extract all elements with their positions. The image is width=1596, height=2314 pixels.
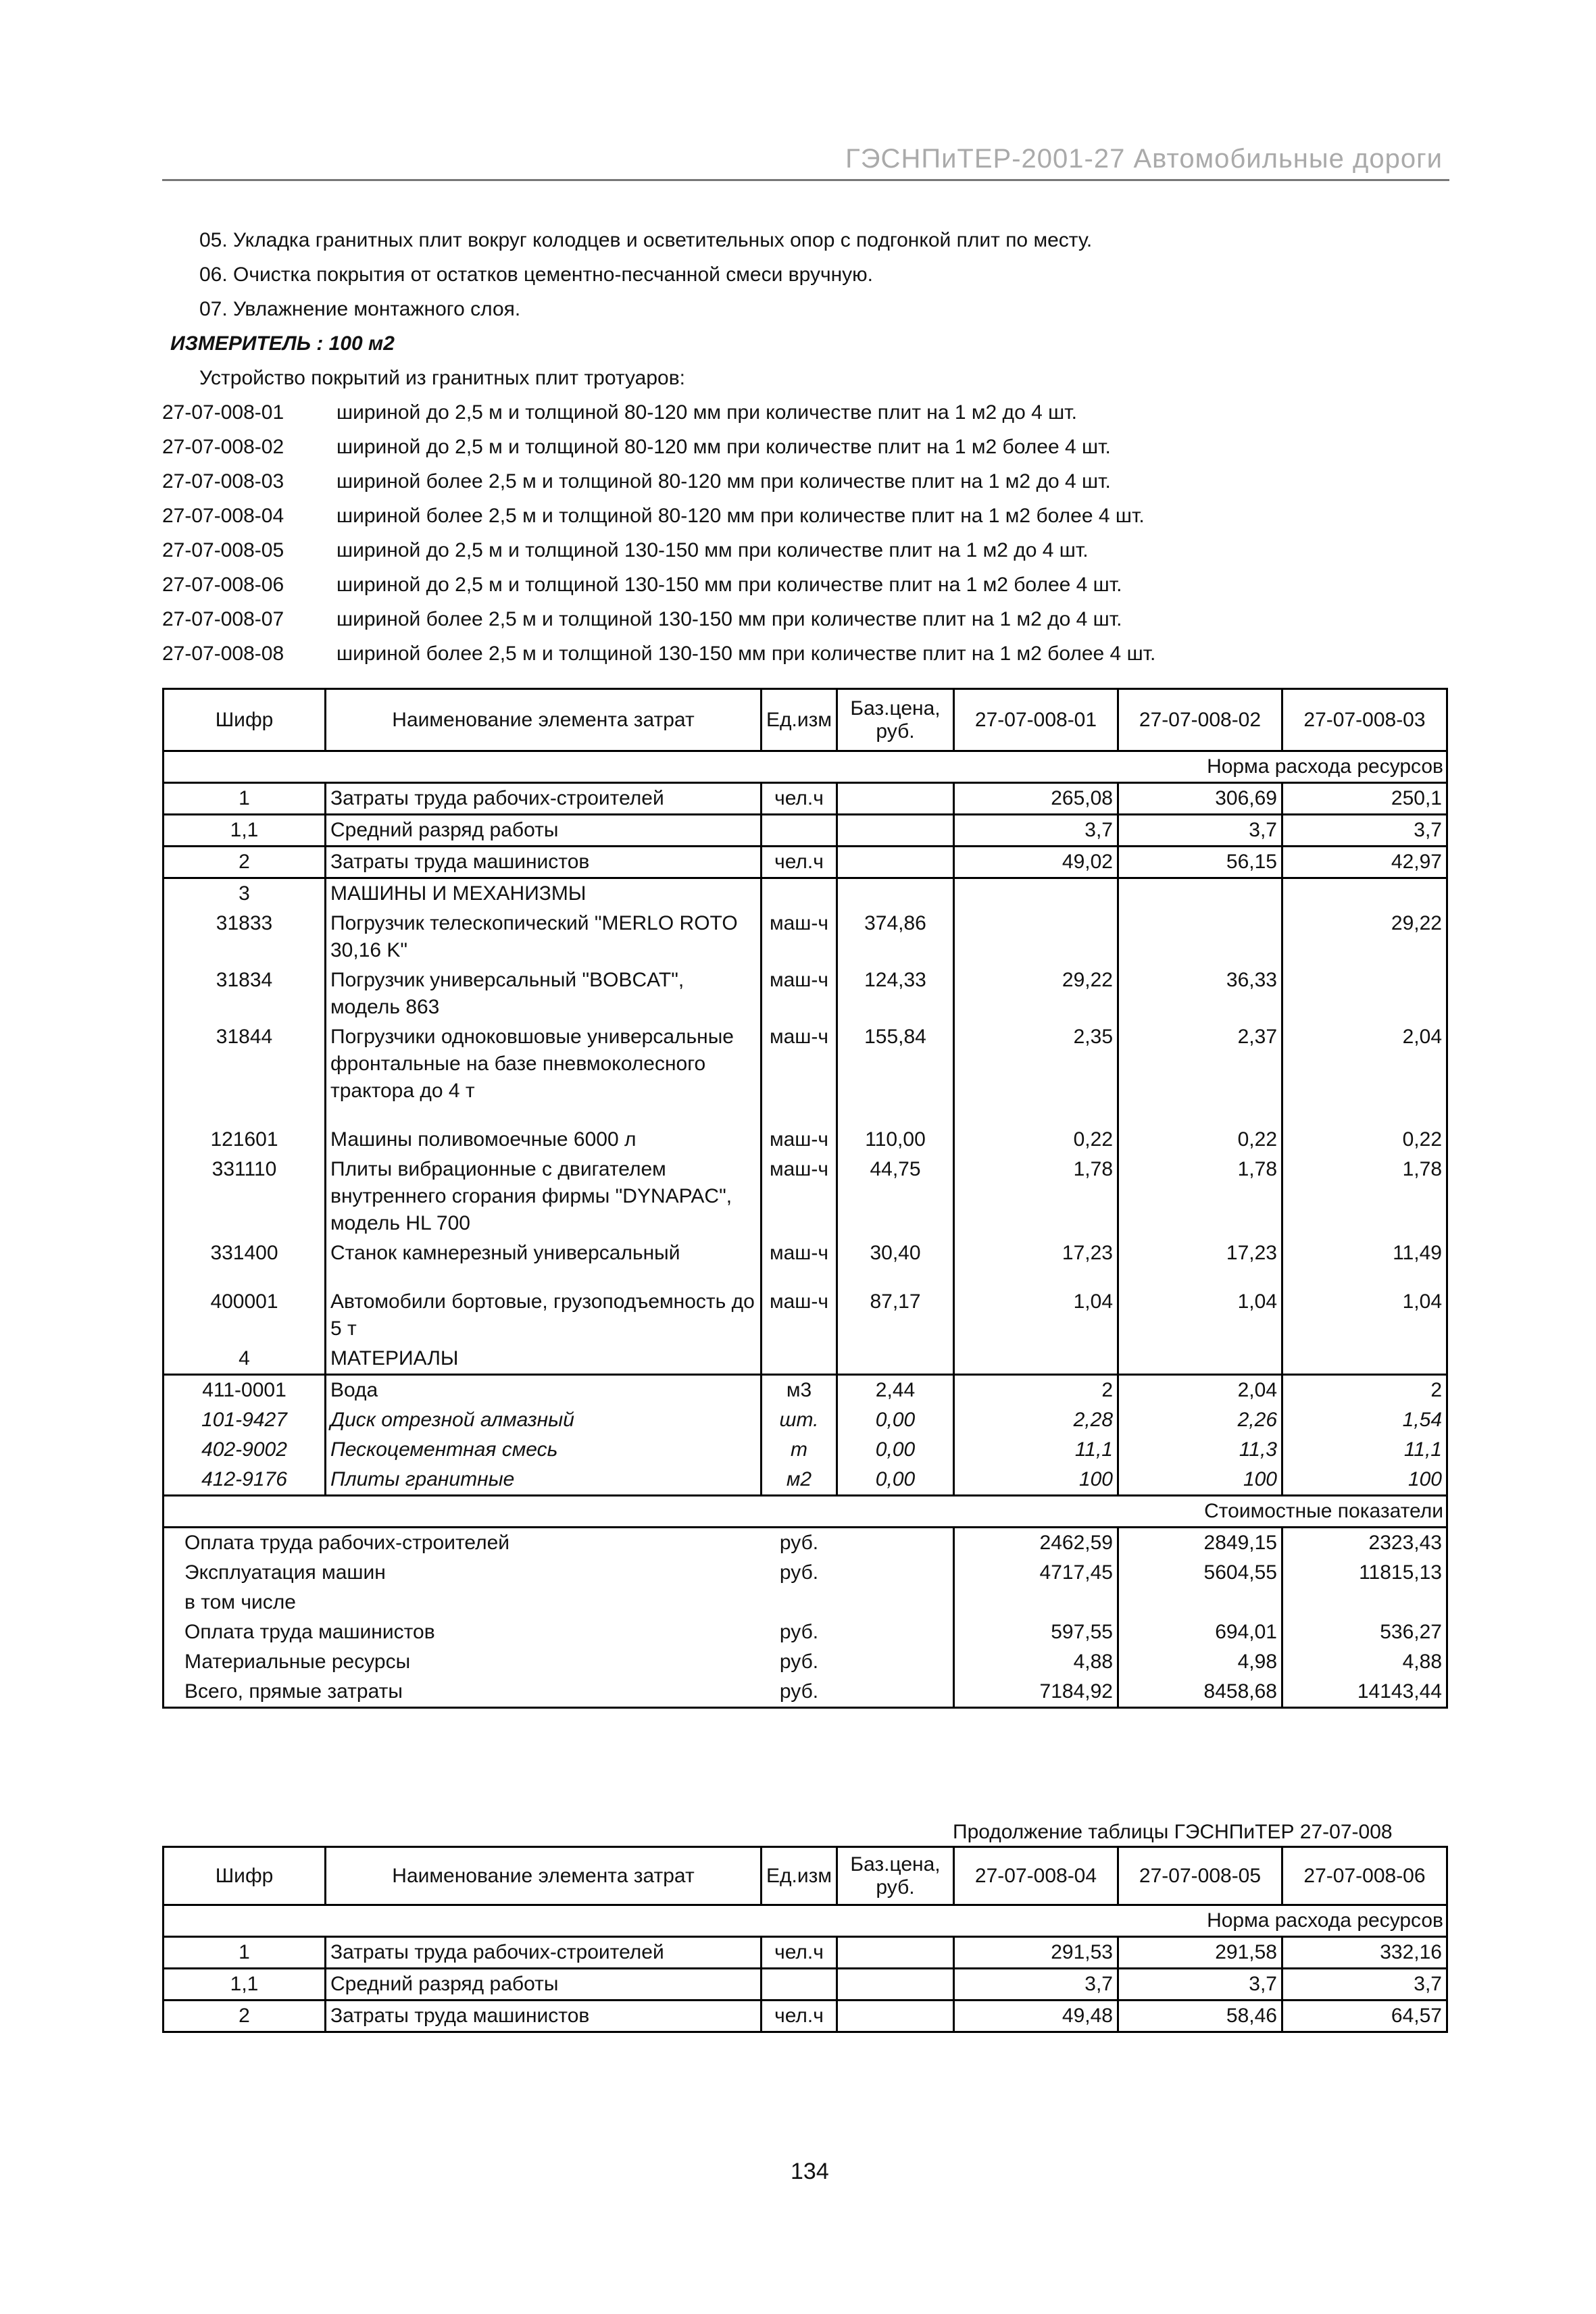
cost-value [1282, 1588, 1447, 1617]
col-code-header: Шифр [164, 689, 326, 751]
item-row [162, 464, 1446, 499]
cost-row [164, 1617, 1447, 1647]
row-price [837, 783, 954, 815]
table-body [164, 1937, 1447, 2032]
row-name: Затраты труда машинистов [326, 847, 762, 878]
table-body [164, 783, 1447, 1496]
row-value: 11,3 [1118, 1435, 1282, 1465]
cost-empty [837, 1677, 954, 1708]
row-value: 2,04 [1118, 1375, 1282, 1406]
row-value: 1,04 [1282, 1287, 1447, 1344]
row-price [837, 878, 954, 909]
row-value: 1,04 [954, 1287, 1118, 1344]
row-name: Затраты труда рабочих-строителей [326, 1937, 762, 1969]
cost-value: 4,98 [1118, 1647, 1282, 1677]
item-code: 27-07-008-01 [162, 401, 284, 424]
row-value: 49,48 [954, 2001, 1118, 2032]
row-name: Плиты гранитные [326, 1465, 762, 1496]
col-code-header: Шифр [164, 1847, 326, 1905]
intro-section [162, 223, 1446, 671]
row-price: 124,33 [837, 965, 954, 1022]
row-value: 2 [954, 1375, 1118, 1406]
step-06: 06. Очистка покрытия от остатков цементно-песчанной смеси вручную. [199, 263, 873, 286]
col-header: 27-07-008-01 [954, 689, 1118, 751]
row-value: 265,08 [954, 783, 1118, 815]
cost-empty [837, 1617, 954, 1647]
row-value: 17,23 [1118, 1238, 1282, 1287]
row-value: 29,22 [1282, 909, 1447, 965]
cost-value: 4,88 [1282, 1647, 1447, 1677]
row-unit: чел.ч [762, 847, 837, 878]
table-row [164, 1937, 1447, 1969]
row-name: Машины поливомоечные 6000 л [326, 1125, 762, 1155]
row-value: 2 [1282, 1375, 1447, 1406]
row-unit: маш-ч [762, 1125, 837, 1155]
cost-value: 597,55 [954, 1617, 1118, 1647]
row-unit: чел.ч [762, 783, 837, 815]
row-price [837, 1344, 954, 1375]
row-value: 3,7 [1118, 1969, 1282, 2001]
row-price [837, 847, 954, 878]
row-name: Затраты труда рабочих-строителей [326, 783, 762, 815]
row-code: 1,1 [164, 1969, 326, 2001]
table-row [164, 1022, 1447, 1125]
cost-unit: руб. [779, 1651, 819, 1673]
row-value: 1,78 [1282, 1155, 1447, 1238]
resource-table-1 [162, 688, 1448, 1709]
row-value: 0,22 [954, 1125, 1118, 1155]
col-header: 27-07-008-05 [1118, 1847, 1282, 1905]
table-row [164, 1969, 1447, 2001]
col-header: 27-07-008-04 [954, 1847, 1118, 1905]
row-value: 2,37 [1118, 1022, 1282, 1125]
row-price [837, 1937, 954, 1969]
row-name: МАТЕРИАЛЫ [326, 1344, 762, 1375]
step-07: 07. Увлажнение монтажного слоя. [199, 298, 521, 320]
row-code: 400001 [164, 1287, 326, 1344]
row-value: 11,1 [1282, 1435, 1447, 1465]
item-desc: шириной до 2,5 м и толщиной 80-120 мм при количестве плит на 1 м2 более 4 шт. [336, 436, 1111, 458]
row-value [1282, 878, 1447, 909]
cost-unit: руб. [779, 1532, 819, 1554]
row-price: 110,00 [837, 1125, 954, 1155]
row-unit: чел.ч [762, 1937, 837, 1969]
row-price: 155,84 [837, 1022, 954, 1125]
row-name: Станок камнерезный универсальный [326, 1238, 762, 1287]
row-code: 31833 [164, 909, 326, 965]
row-price [837, 2001, 954, 2032]
table-row [164, 1125, 1447, 1155]
cost-name: Оплата труда рабочих-строителей [164, 1528, 762, 1559]
norm-label-row [164, 751, 1447, 783]
cost-value: 14143,44 [1282, 1677, 1447, 1708]
col-price-header: Баз.цена, руб. [837, 689, 954, 751]
row-name: Вода [326, 1375, 762, 1406]
row-value [1282, 1344, 1447, 1375]
row-unit [762, 1344, 837, 1375]
item-code: 27-07-008-02 [162, 436, 284, 458]
row-value: 42,97 [1282, 847, 1447, 878]
cost-name: Материальные ресурсы [164, 1647, 762, 1677]
row-value: 1,78 [954, 1155, 1118, 1238]
page-number: 134 [791, 2159, 829, 2184]
row-value: 11,1 [954, 1435, 1118, 1465]
table-row [164, 965, 1447, 1022]
table-row [164, 1435, 1447, 1465]
row-code: 331400 [164, 1238, 326, 1287]
row-code: 1 [164, 783, 326, 815]
cost-label: Стоимостные показатели [164, 1496, 1447, 1528]
item-row [162, 568, 1446, 602]
item-row [162, 602, 1446, 636]
item-row [162, 430, 1446, 464]
table-row [164, 1375, 1447, 1406]
col-name-header: Наименование элемента затрат [326, 689, 762, 751]
row-price: 2,44 [837, 1375, 954, 1406]
table-row [164, 783, 1447, 815]
row-name: Средний разряд работы [326, 1969, 762, 2001]
row-price: 87,17 [837, 1287, 954, 1344]
row-code: 411-0001 [164, 1375, 326, 1406]
cost-value: 2849,15 [1118, 1528, 1282, 1559]
row-value: 2,04 [1282, 1022, 1447, 1125]
row-value: 1,54 [1282, 1405, 1447, 1435]
row-name: Погрузчик универсальный "BOBCAT", модель 863 [326, 965, 762, 1022]
row-value: 3,7 [1282, 1969, 1447, 2001]
row-value: 29,22 [954, 965, 1118, 1022]
row-price: 374,86 [837, 909, 954, 965]
item-desc: шириной до 2,5 м и толщиной 80-120 мм при количестве плит на 1 м2 до 4 шт. [336, 401, 1077, 424]
row-value: 17,23 [954, 1238, 1118, 1287]
row-value: 332,16 [1282, 1937, 1447, 1969]
cost-empty [837, 1588, 954, 1617]
row-code: 31844 [164, 1022, 326, 1125]
col-header: 27-07-008-06 [1282, 1847, 1447, 1905]
row-value: 58,46 [1118, 2001, 1282, 2032]
cost-name: Оплата труда машинистов [164, 1617, 762, 1647]
row-value [954, 909, 1118, 965]
row-code: 31834 [164, 965, 326, 1022]
item-row [162, 499, 1446, 533]
row-name: Пескоцементная смесь [326, 1435, 762, 1465]
item-code: 27-07-008-03 [162, 470, 284, 493]
cost-row [164, 1588, 1447, 1617]
row-unit: чел.ч [762, 2001, 837, 2032]
cost-name: Эксплуатация машин [164, 1558, 762, 1588]
row-value: 100 [1118, 1465, 1282, 1496]
item-code: 27-07-008-08 [162, 643, 284, 665]
item-code: 27-07-008-05 [162, 539, 284, 561]
row-price: 44,75 [837, 1155, 954, 1238]
row-value: 3,7 [954, 815, 1118, 847]
row-value: 3,7 [954, 1969, 1118, 2001]
table-row [164, 1405, 1447, 1435]
row-value: 0,22 [1282, 1125, 1447, 1155]
row-value: 0,22 [1118, 1125, 1282, 1155]
table-row [164, 1287, 1447, 1344]
table-row [164, 909, 1447, 965]
cost-row [164, 1528, 1447, 1559]
row-code: 3 [164, 878, 326, 909]
row-value: 56,15 [1118, 847, 1282, 878]
row-unit [762, 815, 837, 847]
cost-value: 2323,43 [1282, 1528, 1447, 1559]
row-code: 2 [164, 847, 326, 878]
row-unit [762, 878, 837, 909]
row-value: 64,57 [1282, 2001, 1447, 2032]
row-name: МАШИНЫ И МЕХАНИЗМЫ [326, 878, 762, 909]
table-row [164, 878, 1447, 909]
cost-unit: руб. [779, 1621, 819, 1643]
cost-name: Всего, прямые затраты [164, 1677, 762, 1708]
item-desc: шириной более 2,5 м и толщиной 80-120 мм при количестве плит на 1 м2 более 4 шт. [336, 505, 1145, 527]
item-code: 27-07-008-07 [162, 608, 284, 630]
row-value: 291,53 [954, 1937, 1118, 1969]
item-code: 27-07-008-06 [162, 574, 284, 596]
row-unit: шт. [762, 1405, 837, 1435]
row-value: 1,04 [1118, 1287, 1282, 1344]
row-unit: маш-ч [762, 1287, 837, 1344]
row-value: 2,35 [954, 1022, 1118, 1125]
item-desc: шириной до 2,5 м и толщиной 130-150 мм при количестве плит на 1 м2 более 4 шт. [336, 574, 1122, 596]
row-price: 0,00 [837, 1435, 954, 1465]
row-name: Диск отрезной алмазный [326, 1405, 762, 1435]
row-value [1118, 878, 1282, 909]
table-header-row [164, 689, 1447, 751]
row-name: Автомобили бортовые, грузоподъемность до 5 т [326, 1287, 762, 1344]
row-value: 2,26 [1118, 1405, 1282, 1435]
cost-unit: руб. [779, 1561, 819, 1584]
row-price [837, 1969, 954, 2001]
step-05: 05. Укладка гранитных плит вокруг колодцев и осветительных опор с подгонкой плит по месту. [199, 229, 1093, 251]
table-row [164, 1344, 1447, 1375]
cost-value: 4717,45 [954, 1558, 1118, 1588]
measure-unit: ИЗМЕРИТЕЛЬ : 100 м2 [170, 332, 395, 355]
row-value: 1,78 [1118, 1155, 1282, 1238]
item-row [162, 533, 1446, 568]
row-value [954, 878, 1118, 909]
item-code: 27-07-008-04 [162, 505, 284, 527]
row-value: 3,7 [1118, 815, 1282, 847]
row-unit: маш-ч [762, 1155, 837, 1238]
row-value: 49,02 [954, 847, 1118, 878]
cost-value: 11815,13 [1282, 1558, 1447, 1588]
row-value [1118, 909, 1282, 965]
cost-value: 7184,92 [954, 1677, 1118, 1708]
item-desc: шириной до 2,5 м и толщиной 130-150 мм при количестве плит на 1 м2 до 4 шт. [336, 539, 1089, 561]
row-code: 1,1 [164, 815, 326, 847]
row-unit: маш-ч [762, 909, 837, 965]
cost-empty [837, 1558, 954, 1588]
row-unit: маш-ч [762, 1238, 837, 1287]
row-value: 250,1 [1282, 783, 1447, 815]
row-unit: м2 [762, 1465, 837, 1496]
item-row [162, 636, 1446, 671]
continuation-label: Продолжение таблицы ГЭСНПиТЕР 27-07-008 [953, 1821, 1393, 1843]
row-code: 331110 [164, 1155, 326, 1238]
col-price-header: Баз.цена, руб. [837, 1847, 954, 1905]
cost-value [954, 1588, 1118, 1617]
norm-label-row [164, 1905, 1447, 1937]
cost-unit [762, 1588, 837, 1617]
row-unit: маш-ч [762, 965, 837, 1022]
row-value: 100 [1282, 1465, 1447, 1496]
row-value: 100 [954, 1465, 1118, 1496]
row-code: 2 [164, 2001, 326, 2032]
row-name: Погрузчики одноковшовые универсальные фронтальные на базе пневмоколесного трактора до 4 т [326, 1022, 762, 1125]
row-value: 3,7 [1282, 815, 1447, 847]
cost-empty [837, 1647, 954, 1677]
cost-name: в том числе [164, 1588, 762, 1617]
row-unit: т [762, 1435, 837, 1465]
cost-value: 8458,68 [1118, 1677, 1282, 1708]
cost-row [164, 1558, 1447, 1588]
col-unit-header: Ед.изм [762, 689, 837, 751]
col-name-header: Наименование элемента затрат [326, 1847, 762, 1905]
col-unit-header: Ед.изм [762, 1847, 837, 1905]
row-value: 36,33 [1118, 965, 1282, 1022]
cost-value [1118, 1588, 1282, 1617]
row-code: 101-9427 [164, 1405, 326, 1435]
row-value: 306,69 [1118, 783, 1282, 815]
header-title: ГЭСНПиТЕР-2001-27 Автомобильные дороги [845, 144, 1443, 174]
row-name: Затраты труда машинистов [326, 2001, 762, 2032]
col-header: 27-07-008-03 [1282, 689, 1447, 751]
row-name: Погрузчик телескопический "MERLO ROTO 30,16 K" [326, 909, 762, 965]
item-row [162, 395, 1446, 430]
table-row [164, 1155, 1447, 1238]
table-row [164, 2001, 1447, 2032]
resource-table-2 [162, 1846, 1448, 2033]
row-price: 0,00 [837, 1465, 954, 1496]
row-value: 2,28 [954, 1405, 1118, 1435]
item-desc: шириной более 2,5 м и толщиной 80-120 мм при количестве плит на 1 м2 до 4 шт. [336, 470, 1111, 493]
norm-label: Норма расхода ресурсов [164, 751, 1447, 783]
row-code: 412-9176 [164, 1465, 326, 1496]
row-code: 121601 [164, 1125, 326, 1155]
row-value: 291,58 [1118, 1937, 1282, 1969]
row-value: 11,49 [1282, 1238, 1447, 1287]
norm-label: Норма расхода ресурсов [164, 1905, 1447, 1937]
item-desc: шириной более 2,5 м и толщиной 130-150 мм при количестве плит на 1 м2 до 4 шт. [336, 608, 1122, 630]
table-row [164, 815, 1447, 847]
cost-row [164, 1647, 1447, 1677]
row-value [954, 1344, 1118, 1375]
row-unit: м3 [762, 1375, 837, 1406]
row-code: 4 [164, 1344, 326, 1375]
row-value [1282, 965, 1447, 1022]
col-header: 27-07-008-02 [1118, 689, 1282, 751]
cost-value: 4,88 [954, 1647, 1118, 1677]
cost-value: 2462,59 [954, 1528, 1118, 1559]
row-name: Плиты вибрационные с двигателем внутреннего сгорания фирмы "DYNAPAC", модель HL 700 [326, 1155, 762, 1238]
cost-value: 5604,55 [1118, 1558, 1282, 1588]
cost-empty [837, 1528, 954, 1559]
row-code: 1 [164, 1937, 326, 1969]
table-row [164, 1465, 1447, 1496]
row-unit: маш-ч [762, 1022, 837, 1125]
item-desc: шириной более 2,5 м и толщиной 130-150 мм при количестве плит на 1 м2 более 4 шт. [336, 643, 1156, 665]
cost-body [164, 1528, 1447, 1708]
cost-label-row [164, 1496, 1447, 1528]
table-row [164, 1238, 1447, 1287]
row-unit [762, 1969, 837, 2001]
cost-unit: руб. [762, 1677, 837, 1708]
row-value [1118, 1344, 1282, 1375]
row-price [837, 815, 954, 847]
table-row [164, 847, 1447, 878]
row-price: 0,00 [837, 1405, 954, 1435]
intro-subtitle: Устройство покрытий из гранитных плит тротуаров: [199, 367, 685, 389]
row-name: Средний разряд работы [326, 815, 762, 847]
cost-row [164, 1677, 1447, 1708]
row-price: 30,40 [837, 1238, 954, 1287]
cost-value: 694,01 [1118, 1617, 1282, 1647]
running-header [162, 139, 1449, 181]
cost-value: 536,27 [1282, 1617, 1447, 1647]
table-header-row [164, 1847, 1447, 1905]
row-code: 402-9002 [164, 1435, 326, 1465]
